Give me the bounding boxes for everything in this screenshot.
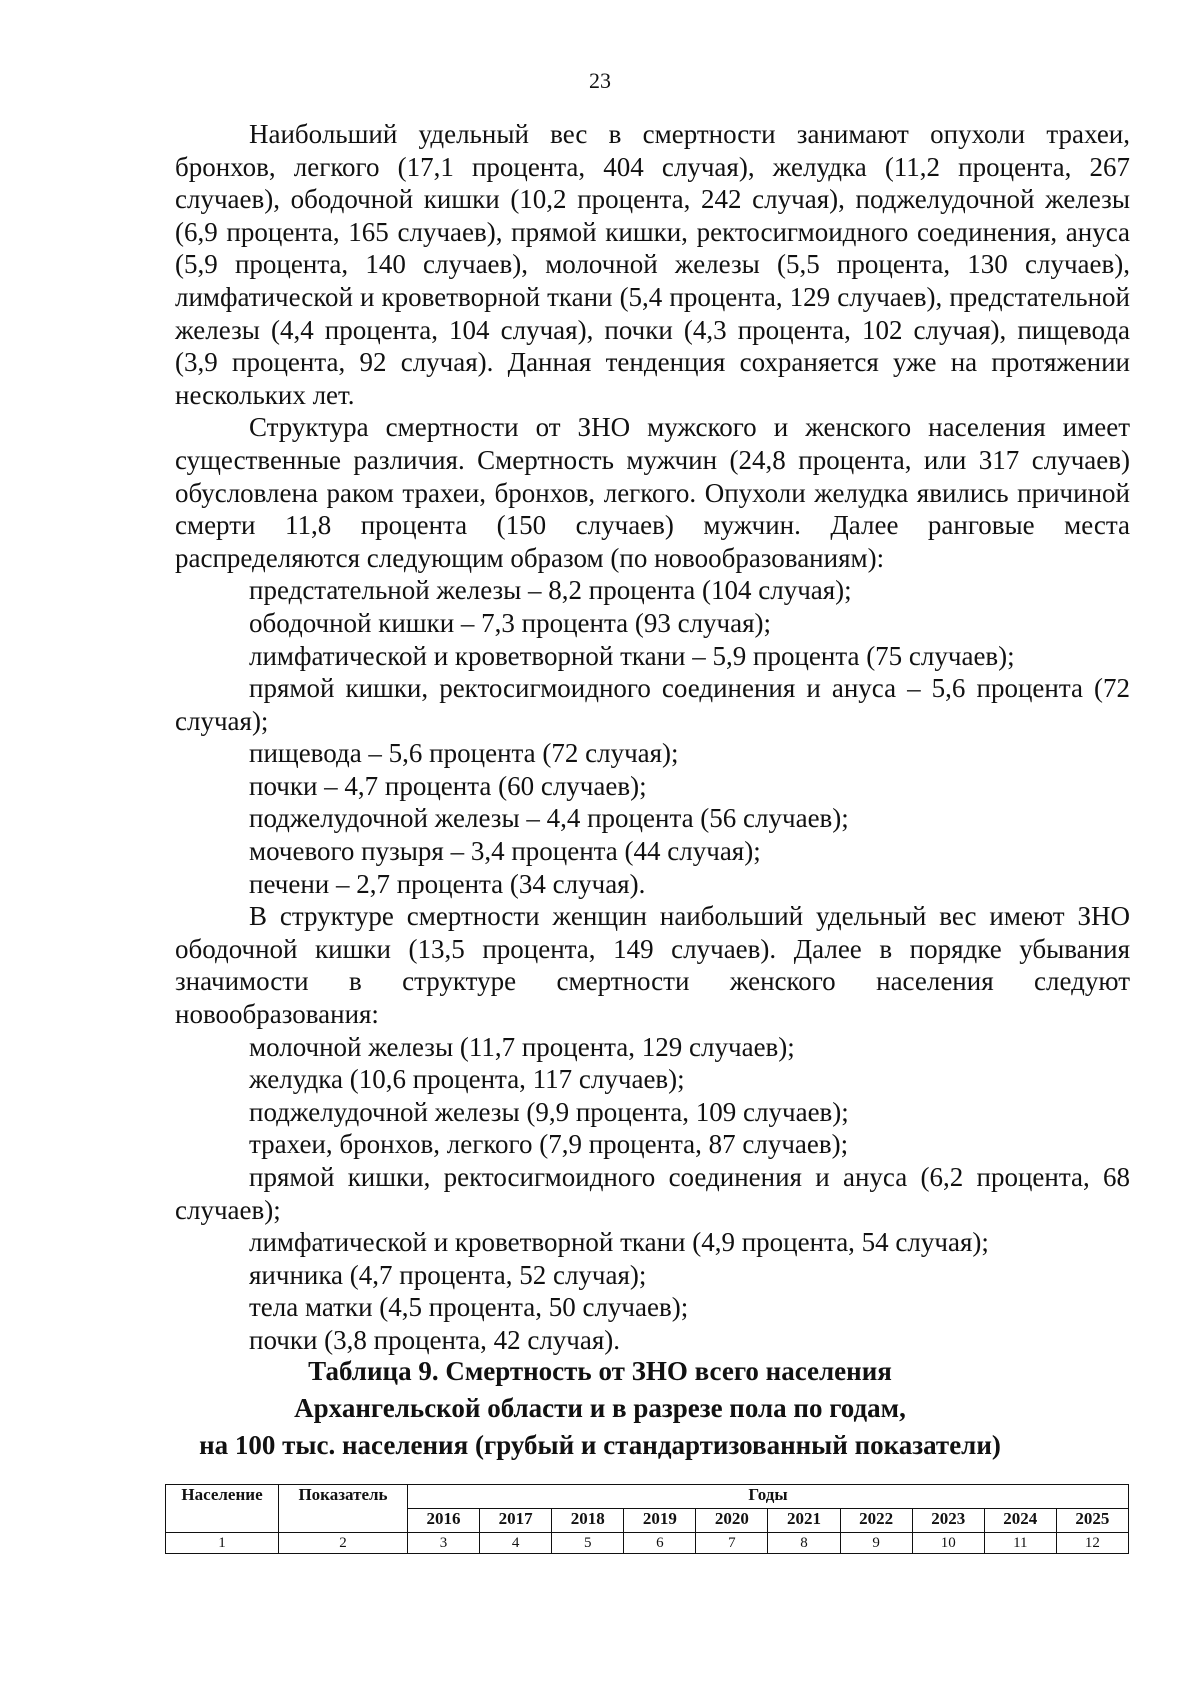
column-number-cell: 10	[912, 1533, 984, 1554]
paragraph: Структура смертности от ЗНО мужского и женского населения имеет существенные различия. Смертность мужчин (24,8 процента, или 317 случаев) обусловлена раком трахеи, бронхов, легкого. Опухоли желудка явились причиной смерти 11,8 процента (150 случаев) мужчин. Далее ранговые места распределяются следующим образом (по новообразованиям):	[175, 412, 1130, 573]
column-number-cell: 4	[480, 1533, 552, 1554]
column-number-cell: 5	[552, 1533, 624, 1554]
column-number-cell: 9	[840, 1533, 912, 1554]
list-item: лимфатической и кроветворной ткани (4,9 процента, 54 случая);	[249, 1227, 989, 1258]
list-item: мочевого пузыря – 3,4 процента (44 случая);	[249, 836, 761, 867]
list-item: пищевода – 5,6 процента (72 случая);	[249, 738, 679, 769]
year-header: 2019	[624, 1509, 696, 1533]
column-number-cell: 11	[984, 1533, 1056, 1554]
column-number-cell: 8	[768, 1533, 840, 1554]
list-item: молочной железы (11,7 процента, 129 случаев);	[249, 1031, 795, 1062]
year-header: 2022	[840, 1509, 912, 1533]
list-item: почки (3,8 процента, 42 случая).	[249, 1324, 621, 1355]
table-numbering-row	[166, 1533, 1129, 1554]
mortality-table	[165, 1484, 1129, 1554]
header-indicator: Показатель	[279, 1485, 408, 1533]
year-header: 2018	[552, 1509, 624, 1533]
list-item: лимфатической и кроветворной ткани – 5,9 процента (75 случаев);	[249, 640, 1015, 671]
list-item: трахеи, бронхов, легкого (7,9 процента, 87 случаев);	[249, 1129, 849, 1160]
list-item: почки – 4,7 процента (60 случаев);	[249, 770, 647, 801]
body-text	[175, 118, 1130, 1357]
year-header: 2021	[768, 1509, 840, 1533]
list-item: предстательной железы – 8,2 процента (104 случая);	[249, 575, 852, 606]
list-item: тела матки (4,5 процента, 50 случаев);	[249, 1292, 689, 1323]
list-item: ободочной кишки – 7,3 процента (93 случая);	[249, 607, 772, 638]
header-population: Население	[166, 1485, 279, 1533]
table-header-row	[166, 1485, 1129, 1509]
table-title-line: Архангельской области и в разрезе пола по годам,	[294, 1393, 906, 1423]
year-header: 2025	[1056, 1509, 1128, 1533]
year-header: 2016	[408, 1509, 480, 1533]
column-number-cell: 12	[1056, 1533, 1128, 1554]
year-header: 2017	[480, 1509, 552, 1533]
column-number-cell: 1	[166, 1533, 279, 1554]
list-item: прямой кишки, ректосигмоидного соединения и ануса – 5,6 процента (72 случая);	[175, 673, 1130, 736]
table-title-line: Таблица 9. Смертность от ЗНО всего населения	[308, 1356, 892, 1386]
list-item: желудка (10,6 процента, 117 случаев);	[249, 1064, 685, 1095]
year-header: 2024	[984, 1509, 1056, 1533]
paragraph: Наибольший удельный вес в смертности занимают опухоли трахеи, бронхов, легкого (17,1 процента, 404 случая), желудка (11,2 процента, 267 случаев), ободочной кишки (10,2 процента, 242 случая), поджелудочной железы (6,9 процента, 165 случаев), прямой кишки, ректосигмоидного соединения, ануса (5,9 процента, 140 случаев), молочной железы (5,5 процента, 130 случаев), лимфатической и кроветворной ткани (5,4 процента, 129 случаев), предстательной железы (4,4 процента, 104 случая), почки (4,3 процента, 102 случая), пищевода (3,9 процента, 92 случая). Данная тенденция сохраняется уже на протяжении нескольких лет.	[175, 119, 1130, 410]
header-years: Годы	[408, 1485, 1129, 1509]
paragraph: В структуре смертности женщин наибольший удельный вес имеют ЗНО ободочной кишки (13,5 процента, 149 случаев). Далее в порядке убывания значимости в структуре смертности женского населения следуют новообразования:	[175, 901, 1130, 1030]
list-item: яичника (4,7 процента, 52 случая);	[249, 1259, 647, 1290]
list-item: поджелудочной железы – 4,4 процента (56 случаев);	[249, 803, 849, 834]
list-item: прямой кишки, ректосигмоидного соединения и ануса (6,2 процента, 68 случаев);	[175, 1162, 1130, 1225]
column-number-cell: 7	[696, 1533, 768, 1554]
table-title-line: на 100 тыс. населения (грубый и стандартизованный показатели)	[199, 1430, 1001, 1460]
page-number: 23	[589, 68, 611, 93]
list-item: поджелудочной железы (9,9 процента, 109 случаев);	[249, 1096, 849, 1127]
column-number-cell: 6	[624, 1533, 696, 1554]
column-number-cell: 3	[408, 1533, 480, 1554]
table-title	[0, 1353, 1200, 1464]
column-number-cell: 2	[279, 1533, 408, 1554]
year-header: 2023	[912, 1509, 984, 1533]
list-item: печени – 2,7 процента (34 случая).	[249, 868, 646, 899]
year-header: 2020	[696, 1509, 768, 1533]
